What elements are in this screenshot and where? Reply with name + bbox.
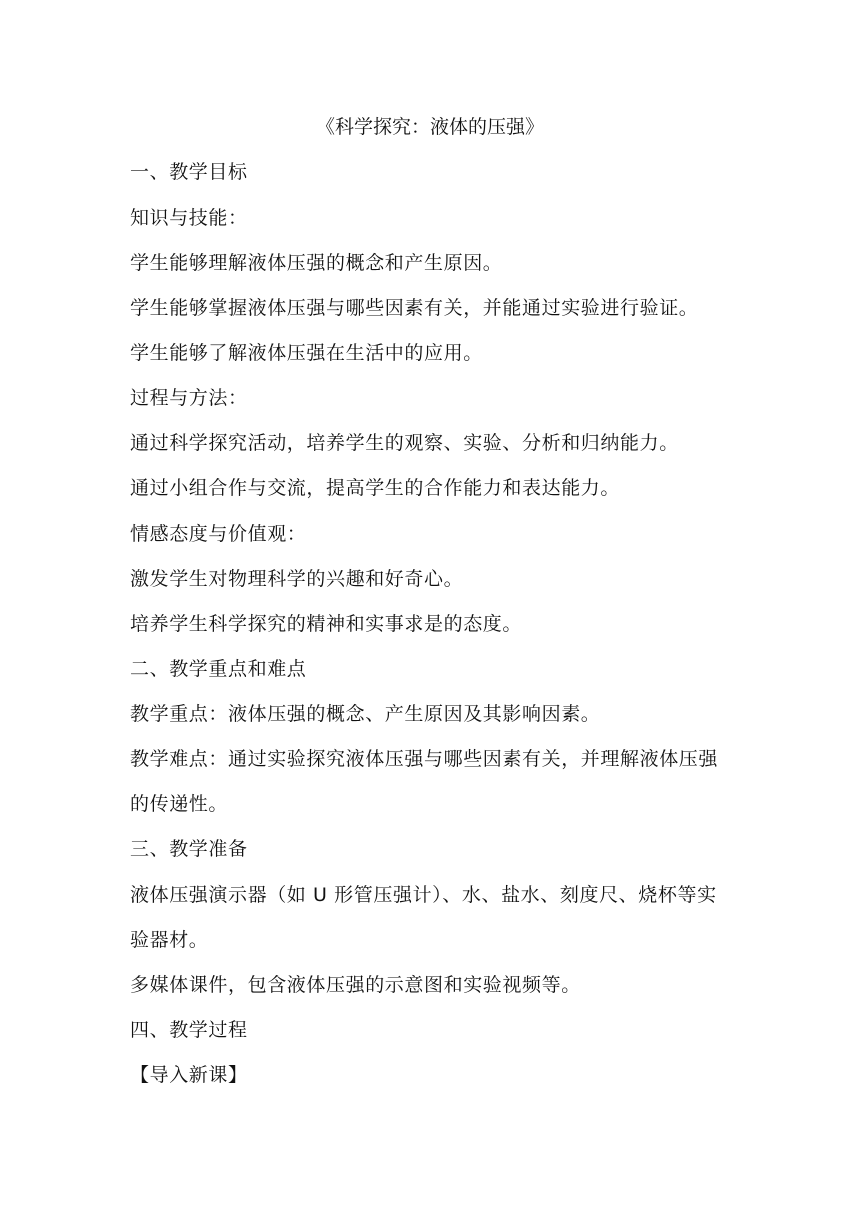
section-heading-objectives: 一、教学目标 [130,161,248,183]
paragraph-continuation: 的传递性。 [130,793,229,815]
section-heading-preparation: 三、教学准备 [130,838,248,860]
paragraph: 通过小组合作与交流，提高学生的合作能力和表达能力。 [130,477,621,499]
paragraph: 多媒体课件，包含液体压强的示意图和实验视频等。 [130,974,581,996]
paragraph: 教学重点：液体压强的概念、产生原因及其影响因素。 [130,703,601,725]
paragraph-continuation: 验器材。 [130,929,209,951]
document-title: 《科学探究：液体的压强》 [315,116,544,138]
paragraph: 激发学生对物理科学的兴趣和好奇心。 [130,568,464,590]
subheading-knowledge-skills: 知识与技能： [130,207,248,229]
paragraph: 学生能够理解液体压强的概念和产生原因。 [130,252,503,274]
subheading-introduction: 【导入新课】 [130,1064,248,1086]
section-heading-process: 四、教学过程 [130,1019,248,1041]
paragraph: 学生能够掌握液体压强与哪些因素有关，并能通过实验进行验证。 [130,297,699,319]
paragraph: 通过科学探究活动，培养学生的观察、实验、分析和归纳能力。 [130,432,679,454]
section-heading-key-points: 二、教学重点和难点 [130,658,307,680]
paragraph: 学生能够了解液体压强在生活中的应用。 [130,342,483,364]
paragraph: 培养学生科学探究的精神和实事求是的态度。 [130,613,523,635]
paragraph: 教学难点：通过实验探究液体压强与哪些因素有关，并理解液体压强 [130,748,719,770]
paragraph: 液体压强演示器（如 U 形管压强计）、水、盐水、刻度尺、烧杯等实 [130,884,717,906]
subheading-process-methods: 过程与方法： [130,387,248,409]
subheading-attitude-values: 情感态度与价值观： [130,523,307,545]
